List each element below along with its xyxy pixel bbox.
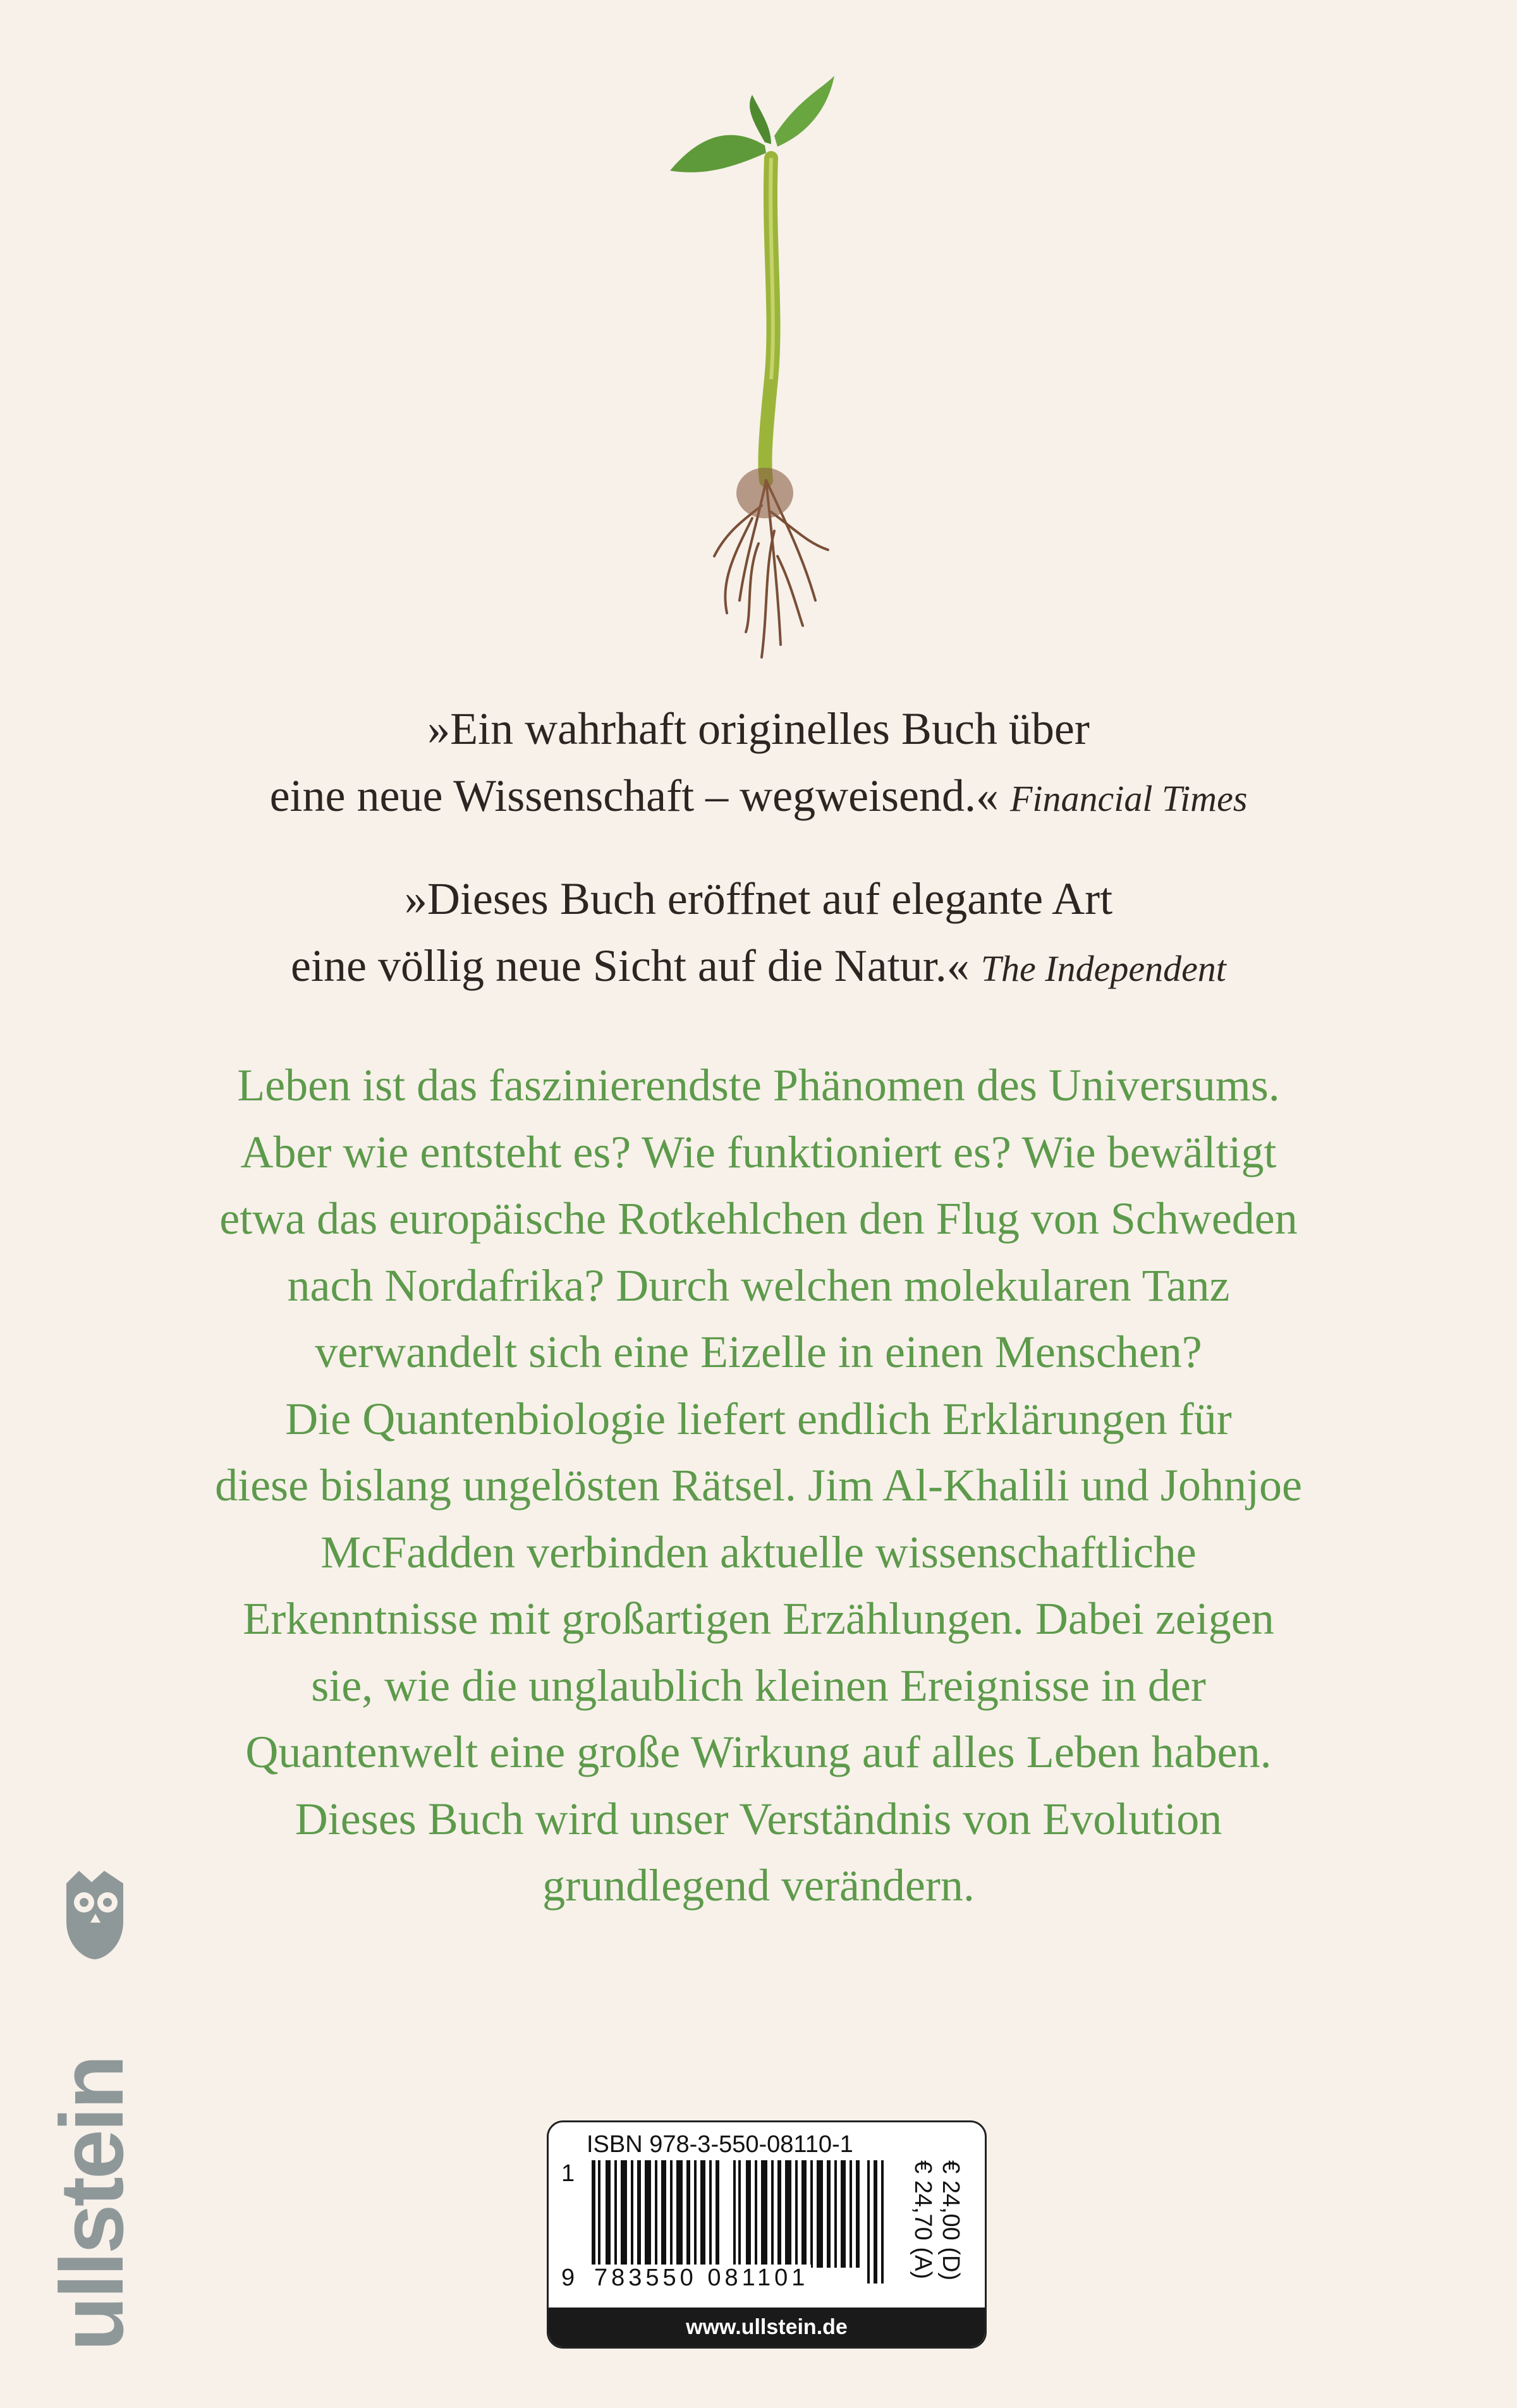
quote-line: eine neue Wissenschaft – wegweisend.« Financial Times	[269, 770, 1248, 821]
price-austria: € 24,70 (A)	[910, 2160, 936, 2279]
barcode-digit: 1	[561, 2160, 575, 2187]
barcode-digit: 9	[561, 2265, 575, 2291]
blurb-line: etwa das europäische Rotkehlchen den Flug von Schweden	[219, 1193, 1298, 1244]
price-germany: € 24,00 (D)	[937, 2160, 964, 2281]
quote-line: eine völlig neue Sicht auf die Natur.« The Independent	[291, 940, 1226, 991]
owl-icon	[60, 1871, 130, 1959]
blurb-line: Erkenntnisse mit großartigen Erzählungen. Dabei zeigen	[243, 1593, 1274, 1644]
publisher-logo: ullstein	[42, 2057, 142, 2351]
quote-source: The Independent	[980, 948, 1226, 989]
barcode-digits: 783550 081101	[592, 2265, 811, 2292]
blurb-line: Leben ist das faszinierendste Phänomen des Universums.	[237, 1060, 1280, 1110]
blurb-line: nach Nordafrika? Durch welchen molekularen Tanz	[287, 1260, 1230, 1311]
quote-line: »Dieses Buch eröffnet auf elegante Art	[404, 873, 1113, 924]
seedling-illustration	[651, 76, 866, 676]
blurb-line: grundlegend verändern.	[542, 1860, 975, 1911]
price-labels	[906, 2160, 975, 2293]
quote-source: Financial Times	[1010, 778, 1248, 819]
blurb-line: diese bislang ungelösten Rätsel. Jim Al-Khalili und Johnjoe	[215, 1460, 1302, 1511]
quote-the-independent	[0, 865, 1517, 1002]
review-quotes	[0, 695, 1517, 1035]
blurb-line: Quantenwelt eine große Wirkung auf alles Leben haben.	[245, 1727, 1272, 1777]
quote-line: »Ein wahrhaft originelles Buch über	[427, 703, 1090, 754]
blurb-line: Die Quantenbiologie liefert endlich Erklärungen für	[285, 1393, 1232, 1444]
blurb-line: verwandelt sich eine Eizelle in einen Menschen?	[315, 1327, 1202, 1377]
blurb-line: sie, wie die unglaublich kleinen Ereignisse in der	[311, 1660, 1206, 1711]
publisher-url[interactable]: www.ullstein.de	[549, 2308, 985, 2347]
blurb-line: Dieses Buch wird unser Verständnis von Evolution	[295, 1793, 1222, 1844]
isbn-number: ISBN 978-3-550-08110-1	[587, 2131, 853, 2158]
blurb-line: Aber wie entsteht es? Wie funktioniert es? Wie bewältigt	[240, 1126, 1277, 1177]
book-description	[158, 1052, 1359, 1919]
barcode-box	[547, 2120, 987, 2349]
blurb-line: McFadden verbinden aktuelle wissenschaftliche	[320, 1526, 1197, 1578]
quote-financial-times	[0, 695, 1517, 832]
